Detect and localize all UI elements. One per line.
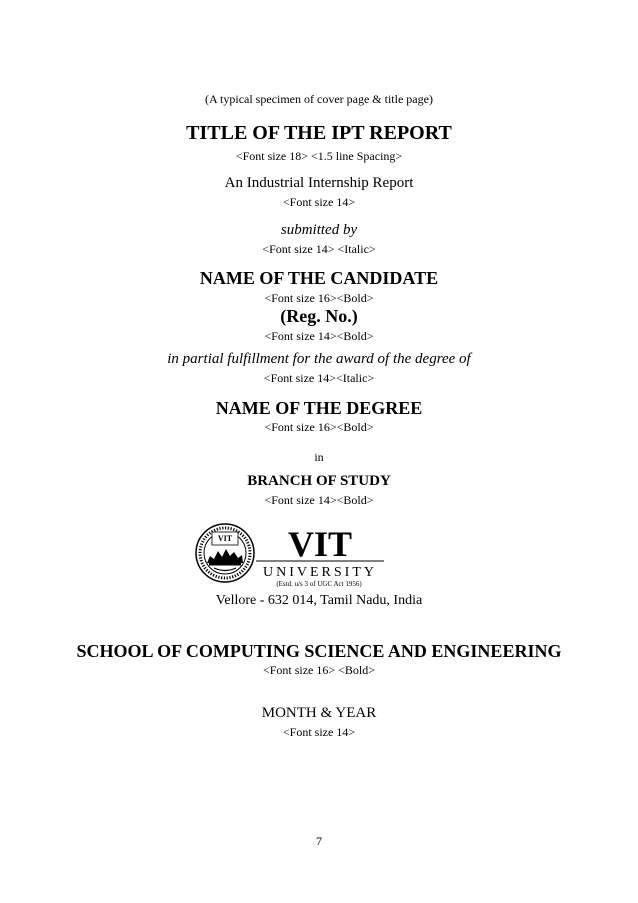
submitted-by: submitted by bbox=[280, 222, 358, 238]
vit-wordmark: VIT bbox=[287, 524, 353, 564]
fulfillment-text: in partial fulfillment for the award of the degree of bbox=[167, 351, 471, 367]
school-name: SCHOOL OF COMPUTING SCIENCE AND ENGINEERING bbox=[76, 641, 562, 661]
estd-note: (Estd. u/s 3 of UGC Act 1956) bbox=[276, 580, 362, 587]
month-year: MONTH & YEAR bbox=[261, 705, 377, 721]
candidate-name-hint: <Font size 16><Bold> bbox=[264, 291, 374, 305]
month-year-hint: <Font size 14> bbox=[282, 725, 356, 739]
fulfillment-hint: <Font size 14><Italic> bbox=[263, 371, 375, 385]
report-type-hint: <Font size 14> bbox=[282, 195, 356, 209]
university-seal-icon bbox=[196, 524, 254, 582]
report-type: An Industrial Internship Report bbox=[224, 175, 414, 191]
branch-of-study: BRANCH OF STUDY bbox=[247, 473, 391, 489]
page-number: 7 bbox=[316, 834, 322, 848]
submitted-by-hint: <Font size 14> <Italic> bbox=[262, 242, 376, 256]
school-hint: <Font size 16> <Bold> bbox=[262, 663, 376, 677]
svg-text:VIT: VIT bbox=[217, 534, 233, 543]
reg-no-hint: <Font size 14><Bold> bbox=[264, 329, 374, 343]
vit-university-logo bbox=[194, 523, 390, 587]
specimen-note: (A typical specimen of cover page & title page) bbox=[205, 92, 433, 106]
title-format-hint: <Font size 18> <1.5 line Spacing> bbox=[235, 149, 403, 163]
candidate-name: NAME OF THE CANDIDATE bbox=[199, 268, 439, 288]
degree-name: NAME OF THE DEGREE bbox=[215, 398, 423, 418]
reg-no: (Reg. No.) bbox=[280, 306, 358, 326]
address: Vellore - 632 014, Tamil Nadu, India bbox=[215, 593, 423, 608]
branch-hint: <Font size 14><Bold> bbox=[264, 493, 374, 507]
in-word: in bbox=[314, 450, 324, 464]
degree-name-hint: <Font size 16><Bold> bbox=[264, 420, 374, 434]
report-title: TITLE OF THE IPT REPORT bbox=[186, 122, 452, 144]
university-wordmark: UNIVERSITY bbox=[263, 565, 377, 580]
